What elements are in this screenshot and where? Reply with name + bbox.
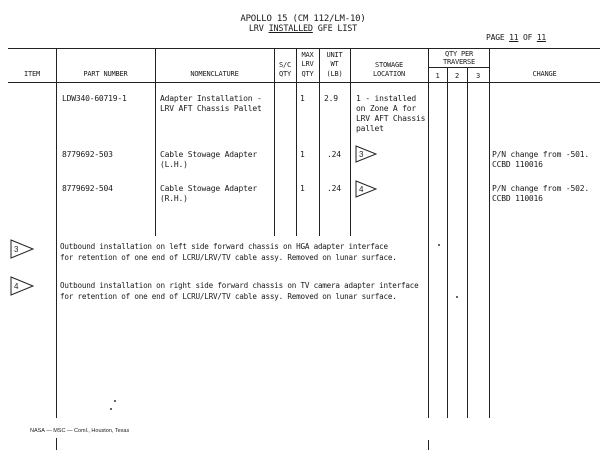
scan-speck [456, 296, 458, 298]
row-change-line: CCBD 110016 [492, 194, 543, 203]
row-part-number: 8779692-503 [62, 150, 113, 159]
row-nomenclature-line: Cable Stowage Adapter [160, 184, 257, 193]
row-change-line: CCBD 110016 [492, 160, 543, 169]
page-current: 11 [509, 33, 519, 42]
header-item: ITEM [23, 70, 41, 78]
note-line: Outbound installation on left side forward chassis on HGA adapter interface [60, 242, 388, 251]
header-unit-wt-1: UNIT [326, 51, 343, 59]
header-change: CHANGE [532, 70, 557, 78]
header-sc-qty-2: QTY [278, 70, 292, 78]
row-max-lrv-qty: 1 [300, 150, 305, 159]
row-nomenclature-line: (R.H.) [160, 194, 188, 203]
footer-tick-right [428, 440, 429, 450]
row-unit-weight: .24 [327, 184, 341, 193]
note-indicator-number: 3 [14, 245, 19, 254]
header-lrv-qty-2: LRV [301, 60, 314, 68]
qty-per-rule [428, 67, 490, 68]
header-lrv-qty-3: QTY [301, 70, 314, 78]
triangle-indicator-icon [355, 180, 377, 198]
row-stowage-line: on Zone A for [356, 104, 417, 113]
col-divider-trav2 [467, 67, 468, 418]
table-top-rule [8, 48, 600, 49]
header-stowage-1: STOWAGE [374, 61, 404, 69]
indicator-number: 4 [359, 185, 364, 194]
page-of-label: OF [522, 33, 533, 42]
row-change-line: P/N change from -502. [492, 184, 589, 193]
footer-tick-left [56, 438, 57, 450]
row-nomenclature-line: (L.H.) [160, 160, 188, 169]
row-nomenclature-line: Adapter Installation - [160, 94, 262, 103]
row-stowage-line: pallet [356, 124, 384, 133]
col-divider-trav3 [489, 48, 490, 418]
header-traverse-1: 1 [435, 72, 440, 80]
page-total: 11 [536, 33, 547, 42]
row-stowage-line: 1 - installed [356, 94, 417, 103]
header-unit-wt-2: WT [330, 60, 339, 68]
row-nomenclature-line: Cable Stowage Adapter [160, 150, 257, 159]
scan-speck [114, 400, 116, 402]
document-title: APOLLO 15 (CM 112/LM-10) [240, 14, 366, 24]
triangle-indicator-icon [355, 145, 377, 163]
triangle-indicator-icon [10, 239, 34, 259]
note-line: for retention of one end of LCRU/LRV/TV cable assy. Removed on lunar surface. [60, 253, 397, 262]
subtitle-prefix: LRV [248, 24, 269, 34]
row-part-number: LDW340-60719-1 [62, 94, 127, 103]
page-number [486, 33, 546, 43]
header-traverse-2: 2 [454, 72, 459, 80]
row-max-lrv-qty: 1 [300, 94, 305, 103]
col-divider-trav1 [447, 67, 448, 418]
header-traverse-3: 3 [475, 72, 480, 80]
header-part-number: PART NUMBER [83, 70, 128, 78]
indicator-number: 3 [359, 150, 364, 159]
header-nomenclature: NOMENCLATURE [190, 70, 239, 78]
subtitle-underlined: INSTALLED [268, 24, 313, 34]
page-label: PAGE [486, 33, 505, 42]
scan-speck [110, 408, 112, 410]
header-stowage-2: LOCATION [372, 70, 406, 78]
header-qty-per: QTY PER [444, 50, 474, 58]
header-traverse: TRAVERSE [442, 58, 476, 66]
row-unit-weight: .24 [327, 150, 341, 159]
row-unit-weight: 2.9 [324, 94, 338, 103]
row-max-lrv-qty: 1 [300, 184, 305, 193]
header-sc-qty-1: S/C [278, 61, 292, 69]
footer-imprint: NASA — MSC — Coml., Houston, Texas [30, 428, 130, 434]
note-line: Outbound installation on right side forward chassis on TV camera adapter interface [60, 281, 419, 290]
note-line: for retention of one end of LCRU/LRV/TV cable assy. Removed on lunar surface. [60, 292, 397, 301]
header-unit-wt-3: (LB) [326, 70, 343, 78]
row-part-number: 8779692-504 [62, 184, 113, 193]
col-divider-item [56, 48, 57, 418]
table-header-rule [8, 82, 600, 83]
row-stowage-line: LRV AFT Chassis [356, 114, 426, 123]
subtitle-suffix: GFE LIST [312, 24, 358, 34]
note-indicator-number: 4 [14, 282, 19, 291]
row-change-line: P/N change from -501. [492, 150, 589, 159]
triangle-indicator-icon [10, 276, 34, 296]
header-lrv-qty-1: MAX [301, 51, 314, 59]
scan-speck [438, 244, 440, 246]
row-nomenclature-line: LRV AFT Chassis Pallet [160, 104, 262, 113]
col-divider-stowage [428, 48, 429, 418]
